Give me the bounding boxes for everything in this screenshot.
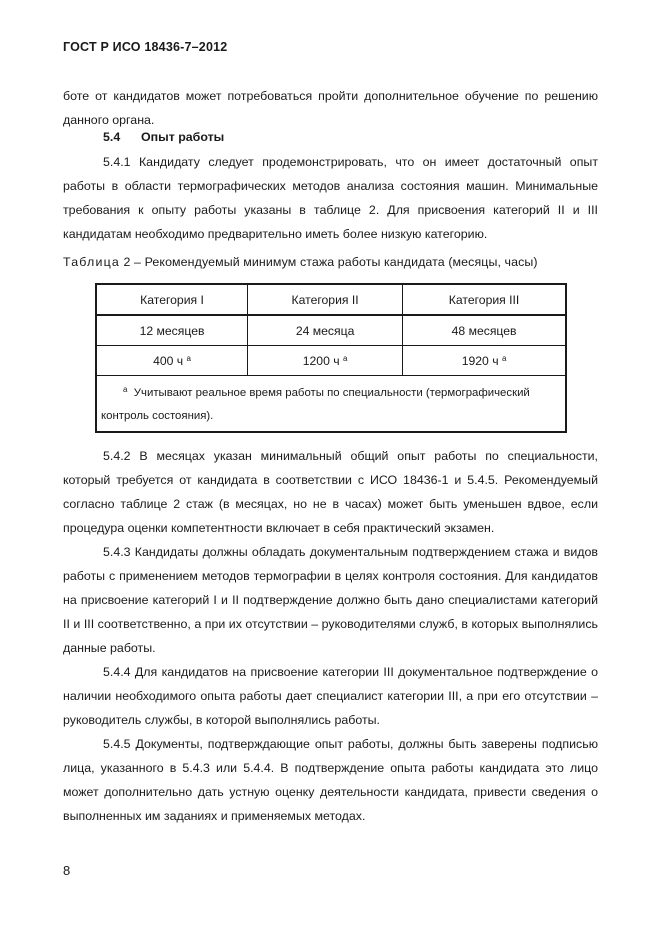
table-header-row (96, 284, 566, 315)
experience-table (95, 283, 567, 433)
paragraph-5-4-3: 5.4.3 Кандидаты должны обладать документальным подтверждением стажа и видов работы с применением методов термографии в целях контроля состояния. Для кандидатов на присвоение категорий I и II подтверждение должно быть дано специалистами категорий II и III соответственно, а при их отсутствии – руководителями служб, в которых выполнялись данные работы. (63, 545, 598, 655)
months-cell: 24 месяца (248, 315, 403, 346)
table-row-months (96, 315, 566, 346)
hours-cell (96, 346, 248, 376)
paragraph-5-4-2: 5.4.2 В месяцах указан минимальный общий опыт работы по специальности, который требуется от кандидата в соответствии с ИСО 18436-1 и 5.4.5. Рекомендуемый согласно таблице 2 стаж (в месяцах, но не в часах) может быть уменьшен вдвое, если процедура оценки компетентности включает в себя практический экзамен. (63, 449, 598, 535)
footnote-mark: а (342, 353, 348, 363)
hours-value: 400 ч (153, 353, 184, 368)
section-title: Опыт работы (141, 130, 225, 144)
footnote-mark: а (501, 353, 507, 363)
table-caption (63, 255, 538, 269)
footnote-mark: а (186, 353, 191, 363)
page-number: 8 (63, 863, 71, 878)
paragraph-5-4-4: 5.4.4 Для кандидатов на присвоение категории III документальное подтверждение о наличии необходимого опыта работы дает специалист категории III, а при его отсутствии – руководитель службы, в которой выполнялись работы. (63, 665, 598, 727)
paragraph-5-4-5: 5.4.5 Документы, подтверждающие опыт работы, должны быть заверены подписью лица, указанного в 5.4.3 или 5.4.4. В подтверждение опыта работы кандидата это лицо может дополнительно дать устную оценку деятельности кандидата, привести сведения о выполненных им заданиях и применяемых методах. (63, 737, 598, 823)
section-heading (103, 130, 224, 144)
header-cell: Категория I (96, 284, 248, 315)
intro-paragraph (63, 84, 598, 132)
table-footnote (96, 376, 566, 433)
hours-value: 1920 ч (461, 353, 499, 368)
paragraph-5-4-1 (63, 150, 598, 246)
header-cell: Категория II (248, 284, 403, 315)
header-cell: Категория III (403, 284, 566, 315)
table-caption-text: 2 – Рекомендуемый минимум стажа работы кандидата (месяцы, часы) (119, 255, 538, 269)
table-row-hours (96, 346, 566, 376)
footnote-mark: а (123, 385, 128, 394)
hours-cell (248, 346, 403, 376)
table-footnote-row (96, 376, 566, 433)
paragraph-text: 5.4.1 Кандидату следует продемонстрировать, что он имеет достаточный опыт работы в области термографических методов анализа состояния машин. Минимальные требования к опыту работы указаны в таблице 2. Для присвоения категорий II и III кандидатам необходимо предварительно иметь более низкую категорию. (63, 155, 598, 241)
hours-value: 1200 ч (302, 353, 340, 368)
paragraphs-block (63, 444, 598, 828)
section-number: 5.4 (103, 130, 121, 144)
footnote-text: Учитывают реальное время работы по специальности (термографический контроль состояния). (101, 387, 530, 422)
standard-header: ГОСТ Р ИСО 18436-7–2012 (63, 40, 228, 54)
hours-cell (403, 346, 566, 376)
intro-text: боте от кандидатов может потребоваться пройти дополнительное обучение по решению данного органа. (63, 89, 598, 127)
months-cell: 48 месяцев (403, 315, 566, 346)
table-caption-word: Таблица (63, 255, 120, 269)
months-cell: 12 месяцев (96, 315, 248, 346)
